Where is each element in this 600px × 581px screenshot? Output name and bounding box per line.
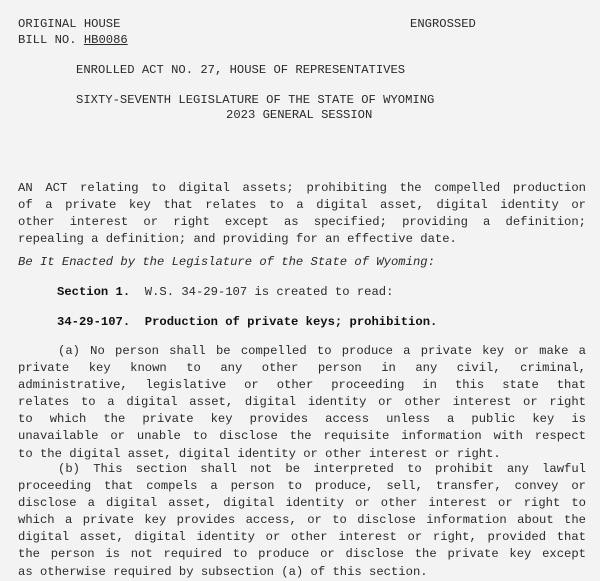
- subsection-line: unavailable or unable to disclose the requisite information with respect: [18, 429, 586, 444]
- bill-number-line: [18, 32, 128, 49]
- title-line: repealing a definition; and providing for an effective date.: [18, 232, 457, 247]
- subsection-b: [18, 461, 586, 581]
- subsection-line: (b) This section shall not be interpreted to prohibit any lawful: [58, 462, 586, 476]
- enrolled-act: ENROLLED ACT NO. 27, HOUSE OF REPRESENTATIVES: [76, 63, 406, 77]
- header-original-house: ORIGINAL HOUSE: [18, 17, 121, 31]
- subsection-line: as otherwise required by subsection (a) of this section.: [18, 564, 428, 579]
- enacting-clause: Be It Enacted by the Legislature of the State of Wyoming:: [18, 255, 435, 269]
- subsection-line: to the digital asset, digital identity or other interest or right.: [18, 446, 501, 461]
- subsection-line: digital asset, digital identity or other interest or right, provided that: [18, 530, 586, 545]
- statute-title: Production of private keys; prohibition.: [130, 315, 438, 329]
- act-title: [18, 180, 586, 248]
- subsection-line: which a private key provides access, or to disclose information about the: [18, 513, 586, 528]
- subsection-line: the person is not required to produce or disclose the private key except: [18, 547, 586, 562]
- statute-number: 34-29-107.: [57, 315, 131, 329]
- subsection-line: proceeding that compels a person to produce, sell, transfer, convey or: [18, 479, 586, 494]
- subsection-line: administrative, legislative or other proceeding in this state that: [18, 378, 586, 393]
- subsection-line: disclose a digital asset, digital identity or other interest or right to: [18, 496, 586, 511]
- subsection-line: relates to a digital asset, digital identity or other interest or right: [18, 395, 586, 410]
- section-1: [57, 284, 393, 301]
- subsection-line: to which the private key provides access unless a public key is: [18, 412, 586, 427]
- header-engrossed: ENGROSSED: [410, 17, 476, 31]
- section-1-text: W.S. 34-29-107 is created to read:: [130, 285, 394, 299]
- legislature-title: SIXTY-SEVENTH LEGISLATURE OF THE STATE OF WYOMING: [76, 93, 435, 107]
- section-1-label: Section 1.: [57, 285, 131, 299]
- subsection-line: (a) No person shall be compelled to produce a private key or make a: [58, 344, 586, 358]
- title-line: other interest or right except as specified; providing a definition;: [18, 215, 586, 230]
- subsection-line: private key known to any other person in any civil, criminal,: [18, 361, 586, 376]
- bill-no-label: BILL NO.: [18, 33, 84, 47]
- title-line: of a private key that relates to a digital asset, digital identity or: [18, 198, 586, 213]
- title-line: AN ACT relating to digital assets; prohibiting the compelled production: [18, 181, 586, 195]
- bill-no: HB0086: [83, 33, 128, 47]
- session-title: 2023 GENERAL SESSION: [226, 108, 373, 122]
- subsection-a: [18, 343, 586, 463]
- statute-heading: [57, 314, 437, 331]
